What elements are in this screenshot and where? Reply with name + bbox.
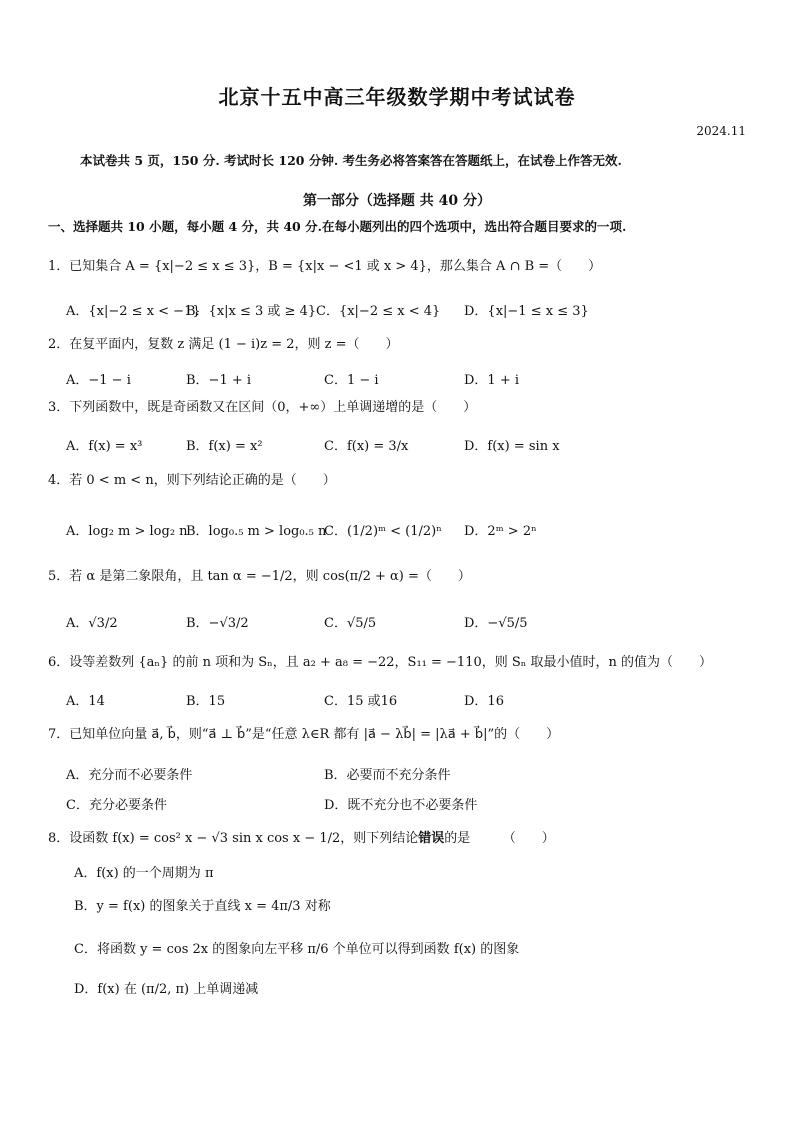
question-8-stem-start: 8．设函数 f(x) = cos² x − √3 sin x cos x − 1/2，则下列结论 <box>48 831 419 846</box>
option-a[interactable]: A．f(x) 的一个周期为 π <box>74 866 214 881</box>
question-6-options <box>66 690 666 712</box>
option-c[interactable]: C．15 或16 <box>324 694 398 709</box>
part-heading: 第一部分（选择题 共 40 分） <box>302 193 492 209</box>
question-5-options <box>66 612 666 634</box>
option-b[interactable]: B．y = f(x) 的图象关于直线 x = 4π/3 对称 <box>74 899 331 914</box>
option-d[interactable]: D．16 <box>464 694 504 709</box>
option-d[interactable]: D．f(x) 在 (π/2, π) 上单调递减 <box>74 982 259 997</box>
exam-date: 2024.11 <box>696 124 746 138</box>
option-a[interactable]: A．{x|−2 ≤ x < −1} <box>66 304 201 319</box>
question-7-options-row-1 <box>66 764 666 786</box>
option-b[interactable]: B．−1 + i <box>186 373 252 388</box>
question-1-stem: 1．已知集合 A = {x|−2 ≤ x ≤ 3}，B = {x|x − <1 或 x > 4}，那么集合 A ∩ B =（ ） <box>48 259 602 274</box>
option-c[interactable]: C．f(x) = 3/x <box>324 439 409 454</box>
section-heading: 一、选择题共 10 小题，每小题 4 分，共 40 分.在每小题列出的四个选项中，选出符合题目要求的一项. <box>48 219 627 234</box>
option-a[interactable]: A．√3/2 <box>66 616 118 631</box>
option-a[interactable]: A．log₂ m > log₂ n <box>66 524 188 539</box>
question-5-stem: 5．若 α 是第二象限角，且 tan α = −1/2，则 cos(π/2 + α) =（ ） <box>48 569 471 584</box>
question-8-stem <box>48 830 555 848</box>
option-d[interactable]: D．既不充分也不必要条件 <box>324 798 478 813</box>
option-c[interactable]: C．{x|−2 ≤ x < 4} <box>316 304 441 319</box>
question-2-options <box>66 369 666 391</box>
exam-instructions: 本试卷共 5 页，150 分. 考试时长 120 分钟. 考生务必将答案答在答题纸上，在试卷上作答无效. <box>80 153 622 168</box>
option-c[interactable]: C．√5/5 <box>324 616 377 631</box>
question-7-stem: 7．已知单位向量 a⃗, b⃗，则“a⃗ ⊥ b⃗”是“任意 λ∈R 都有 |a⃗ − λb⃗| = |λa⃗ + b⃗|”的（ ） <box>48 727 560 742</box>
option-d[interactable]: D．−√5/5 <box>464 616 528 631</box>
question-6-stem: 6．设等差数列 {aₙ} 的前 n 项和为 Sₙ，且 a₂ + a₈ = −22，S₁₁ = −110，则 Sₙ 取最小值时，n 的值为（ ） <box>48 655 713 670</box>
question-3-stem: 3．下列函数中，既是奇函数又在区间（0，+∞）上单调递增的是（ ） <box>48 400 477 415</box>
exam-title: 北京十五中高三年级数学期中考试试卷 <box>218 85 576 109</box>
option-b[interactable]: B．{x|x ≤ 3 或 ≥ 4} <box>186 304 317 319</box>
option-d[interactable]: D．f(x) = sin x <box>464 439 560 454</box>
question-2-stem: 2．在复平面内，复数 z 满足 (1 − i)z = 2，则 z =（ ） <box>48 337 399 352</box>
question-4-stem: 4．若 0 < m < n，则下列结论正确的是（ ） <box>48 473 336 488</box>
option-c[interactable]: C．充分必要条件 <box>66 798 167 813</box>
option-b[interactable]: B．−√3/2 <box>186 616 249 631</box>
option-c[interactable]: C．1 − i <box>324 373 379 388</box>
option-d[interactable]: D．2ᵐ > 2ⁿ <box>464 524 537 539</box>
option-a[interactable]: A．−1 − i <box>66 373 131 388</box>
option-d[interactable]: D．{x|−1 ≤ x ≤ 3} <box>464 304 589 319</box>
question-4-options <box>66 520 666 542</box>
option-b[interactable]: B．15 <box>186 694 226 709</box>
option-b[interactable]: B．必要而不充分条件 <box>324 768 451 783</box>
option-a[interactable]: A．充分而不必要条件 <box>66 768 193 783</box>
question-8-emphasis: 错误 <box>418 831 445 846</box>
option-a[interactable]: A．14 <box>66 694 105 709</box>
option-d[interactable]: D．1 + i <box>464 373 520 388</box>
option-b[interactable]: B．f(x) = x² <box>186 439 263 454</box>
question-8-stem-end: 的是 （ ） <box>444 831 555 846</box>
option-c[interactable]: C．将函数 y = cos 2x 的图象向左平移 π/6 个单位可以得到函数 f(x) 的图象 <box>74 942 520 957</box>
option-b[interactable]: B．log₀.₅ m > log₀.₅ n <box>186 524 327 539</box>
option-a[interactable]: A．f(x) = x³ <box>66 439 143 454</box>
question-7-options-row-2 <box>66 794 666 816</box>
question-1-options <box>66 300 666 322</box>
option-c[interactable]: C．(1/2)ᵐ < (1/2)ⁿ <box>324 524 442 539</box>
question-3-options <box>66 435 666 457</box>
